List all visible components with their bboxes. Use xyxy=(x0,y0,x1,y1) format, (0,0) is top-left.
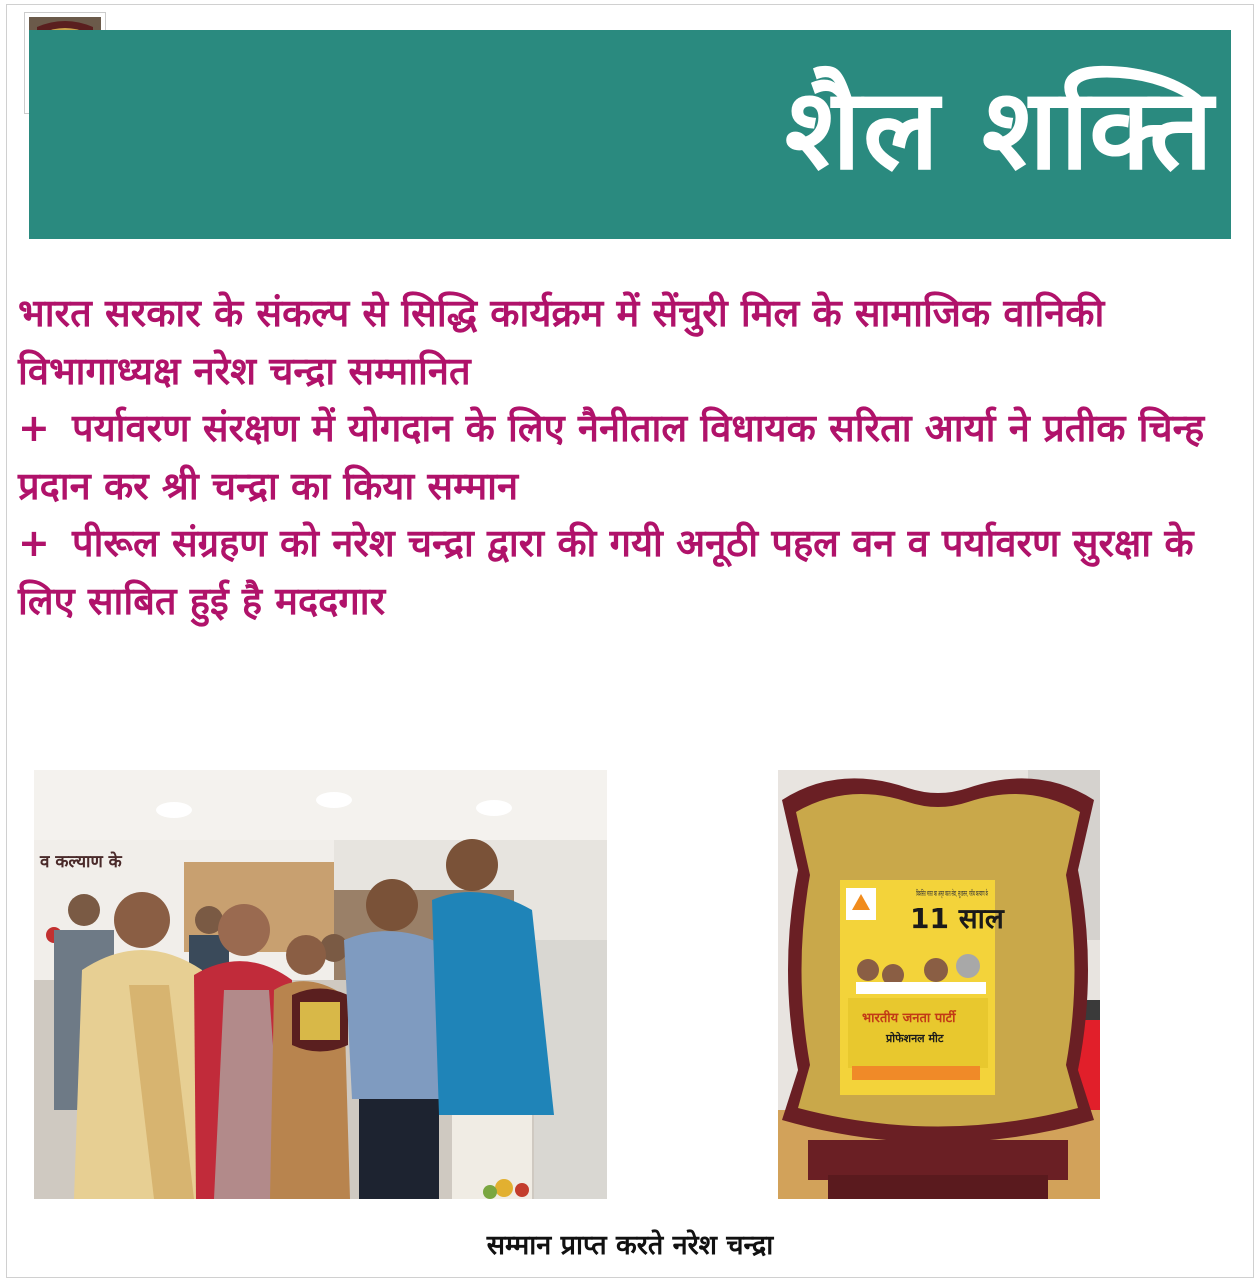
plaque-event: प्रोफेशनल मीट xyxy=(886,1032,944,1045)
plaque-years: 11 साल xyxy=(910,902,1004,935)
headline-point-2 xyxy=(18,515,1248,630)
headline-point-text: पर्यावरण संरक्षण में योगदान के लिए नैनीताल विधायक सरिता आर्या ने प्रतीक चिन्ह प्रदान कर श्री चन्द्रा का किया सम्मान xyxy=(18,406,1205,508)
photo-caption: सम्मान प्राप्त करते नरेश चन्द्रा xyxy=(486,1230,774,1261)
plaque-photo xyxy=(778,770,1100,1199)
stage-banner-text: व कल्याण के xyxy=(40,852,122,872)
masthead-title: शैल शक्ति xyxy=(784,65,1215,195)
plaque-party: भारतीय जनता पार्टी xyxy=(862,1011,956,1026)
bullet-marker: + xyxy=(18,521,50,566)
headline-point-text: पीरूल संग्रहण को नरेश चन्द्रा द्वारा की गयी अनूठी पहल वन व पर्यावरण सुरक्षा के लिए साबित हुई है मददगार xyxy=(18,521,1194,623)
headline-lead: भारत सरकार के संकल्प से सिद्धि कार्यक्रम में सेंचुरी मिल के सामाजिक वानिकी विभागाध्यक्ष नरेश चन्द्रा सम्मानित xyxy=(18,291,1105,393)
headline-block xyxy=(18,285,1248,631)
masthead-banner xyxy=(29,30,1231,239)
ceremony-photo xyxy=(34,770,607,1199)
headline-point-1 xyxy=(18,400,1248,515)
plaque-tagline xyxy=(916,888,988,899)
bullet-marker: + xyxy=(18,406,50,451)
